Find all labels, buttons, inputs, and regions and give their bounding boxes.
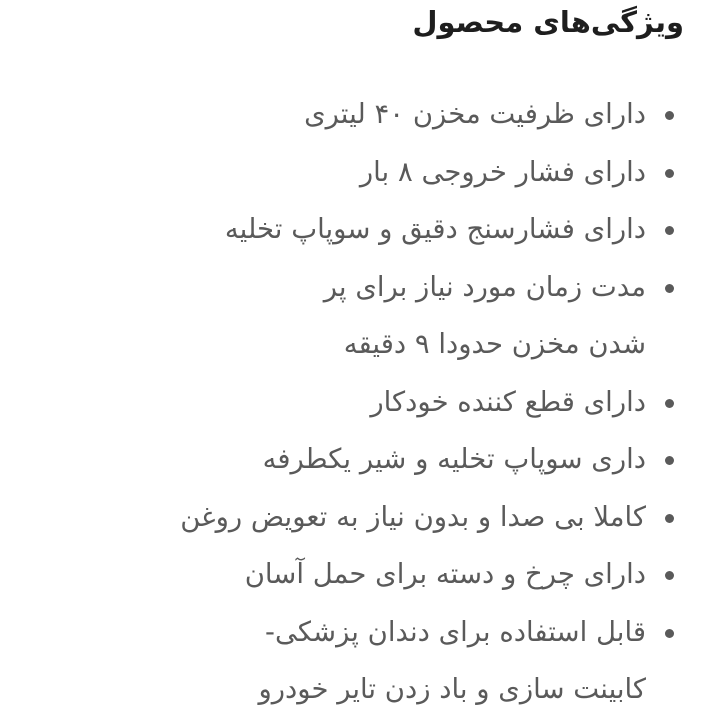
feature-text: دارای ظرفیت مخزن ۴۰ لیتری xyxy=(304,98,646,130)
feature-text: کاملا بی صدا و بدون نیاز به تعویض روغن xyxy=(180,500,646,533)
bullet-icon xyxy=(665,111,674,120)
feature-text: دارای چرخ و دسته برای حمل آسان xyxy=(244,558,646,590)
feature-text-continued: کابینت سازی و باد زدن تایر خودرو xyxy=(258,673,646,705)
feature-text-continued: شدن مخزن حدودا ۹ دقیقه xyxy=(343,328,646,360)
bullet-icon xyxy=(665,456,674,465)
feature-item xyxy=(0,259,714,374)
bullet-icon xyxy=(665,629,674,638)
feature-text: دارای فشارسنج دقیق و سوپاپ تخلیه xyxy=(224,213,646,245)
bullet-icon xyxy=(665,226,674,235)
bullet-icon xyxy=(665,514,674,523)
section-title: ویژگی‌های محصول xyxy=(412,5,684,39)
feature-text: مدت زمان مورد نیاز برای پر xyxy=(323,270,646,303)
feature-text: دارای قطع کننده خودکار xyxy=(370,385,646,418)
bullet-icon xyxy=(665,284,674,293)
bullet-icon xyxy=(665,169,674,178)
bullet-icon xyxy=(665,399,674,408)
feature-item xyxy=(0,201,714,259)
feature-item xyxy=(0,489,714,547)
features-list xyxy=(0,86,714,719)
feature-item xyxy=(0,86,714,144)
feature-item xyxy=(0,374,714,432)
feature-item xyxy=(0,144,714,202)
feature-text: داری سوپاپ تخلیه و شیر یکطرفه xyxy=(262,443,646,475)
feature-item xyxy=(0,604,714,719)
feature-item xyxy=(0,431,714,489)
feature-text: دارای فشار خروجی ۸ بار xyxy=(359,155,646,188)
bullet-icon xyxy=(665,571,674,580)
feature-text: قابل استفاده برای دندان پزشکی- xyxy=(265,615,646,648)
feature-item xyxy=(0,546,714,604)
